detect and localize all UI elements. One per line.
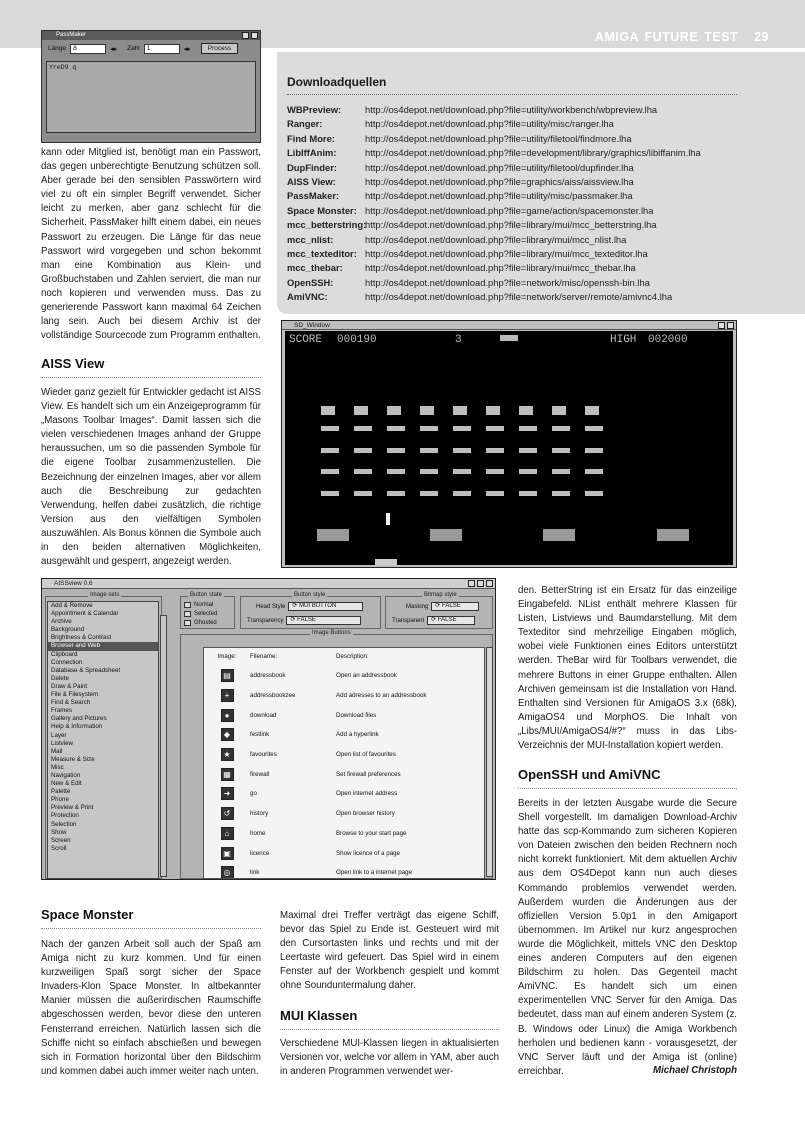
- openssh-heading: OpenSSH und AmiVNC: [518, 767, 737, 789]
- invader-icon: [321, 491, 339, 496]
- image-set-item[interactable]: Browser and Web: [48, 642, 158, 650]
- image-sets-scrollbar[interactable]: [160, 615, 167, 877]
- download-row: [287, 276, 737, 290]
- download-row: [287, 117, 737, 131]
- score-value: 000190: [337, 334, 377, 346]
- download-name: Ranger:: [287, 118, 323, 130]
- invader-icon: [453, 469, 471, 474]
- game-playfield: [285, 331, 733, 565]
- count-label: Zahl: [127, 45, 140, 52]
- invader-icon: [420, 406, 434, 415]
- image-set-item[interactable]: Background: [51, 626, 85, 634]
- invader-icon: [354, 448, 372, 453]
- toolbar-image-icon: +: [221, 689, 234, 702]
- invader-icon: [486, 406, 500, 415]
- toolbar-image-icon: ◆: [221, 728, 234, 741]
- invader-icon: [585, 426, 603, 431]
- image-filename: home: [250, 829, 266, 837]
- space-monster-paragraph: Nach der ganzen Arbeit soll auch der Spaß am Amiga nicht zu kurz kommen. Und für einen kurzweiligen Spaß sorgt sicher der Space Invaders-Klon Space Monster. In altbekannter Manier müssen die außerirdischen Raumschiffe abgeschossen werden, bevor diese den unteren Fensterrand erreichen. Natürlich lassen sich die Schiffe nicht so einfach abschießen und bewegen sich in Formation horizontal über den Bildschirm und kommen dabei auch immer weiter nach unten.: [41, 939, 261, 1077]
- transparency-value: FALSE: [297, 617, 316, 623]
- high-value: 002000: [648, 334, 688, 346]
- image-filename: addressbook: [250, 672, 286, 680]
- aiss-titlebar[interactable]: [42, 579, 495, 589]
- button-state-options: [184, 600, 217, 627]
- bunker-shield: [543, 529, 575, 541]
- image-description: Open an addressbook: [336, 672, 397, 680]
- transparency-label: Transparency: [247, 617, 284, 624]
- transparent-label: Transparent: [392, 617, 425, 624]
- state-checkbox[interactable]: [184, 609, 217, 618]
- invader-icon: [552, 426, 570, 431]
- image-description: Download files: [336, 711, 377, 719]
- download-url[interactable]: http://os4depot.net/download.php?file=library/mui/mcc_nlist.lha: [365, 233, 627, 245]
- image-set-item[interactable]: Palette: [51, 788, 71, 796]
- invader-icon: [552, 491, 570, 496]
- masking-label: Masking: [406, 603, 429, 610]
- invader-icon: [453, 426, 471, 431]
- image-description: Add a hyperlink: [336, 731, 379, 739]
- toolbar-image-icon: ➜: [221, 787, 234, 800]
- masking-value: FALSE: [442, 603, 461, 609]
- image-filename: firewall: [250, 770, 270, 778]
- image-set-item[interactable]: Draw & Paint: [51, 682, 88, 690]
- invader-icon: [486, 469, 504, 474]
- image-set-item[interactable]: Screen: [51, 836, 71, 844]
- download-url[interactable]: http://os4depot.net/download.php?file=utility/misc/passmaker.lha: [365, 190, 633, 202]
- high-label: HIGH: [610, 334, 637, 346]
- image-button-row[interactable]: [204, 843, 484, 863]
- download-name: Find More:: [287, 132, 335, 144]
- invader-icon: [420, 469, 438, 474]
- download-row: [287, 189, 737, 203]
- stepper-arrows-icon[interactable]: ◂▸: [183, 45, 191, 53]
- invader-icon: [486, 448, 504, 453]
- image-description: Show licence of a page: [336, 849, 400, 857]
- invader-icon: [552, 448, 570, 453]
- aiss-heading: AISS View: [41, 356, 261, 378]
- image-set-item[interactable]: Preview & Print: [51, 804, 94, 812]
- download-url[interactable]: http://os4depot.net/download.php?file=network/misc/openssh-bin.lha: [365, 276, 650, 288]
- invader-icon: [354, 491, 372, 496]
- image-sets-label: Image sets: [90, 592, 120, 598]
- bunker-shield: [317, 529, 349, 541]
- image-buttons-scrollbar[interactable]: [486, 647, 493, 877]
- image-set-item[interactable]: Navigation: [51, 771, 81, 779]
- invader-formation: [321, 406, 603, 496]
- download-url[interactable]: http://os4depot.net/download.php?file=development/library/graphics/libiffanim.lha: [365, 147, 701, 159]
- invader-icon: [585, 448, 603, 453]
- checkbox-icon[interactable]: [184, 611, 191, 617]
- iconify-gadget-icon[interactable]: [468, 580, 475, 587]
- mui-paragraph: Verschiedene MUI-Klassen liegen in aktualisierten Versionen vor, welche vor allem in YAM, aber auch in anderen Programmen verwendet wer-: [280, 1038, 499, 1078]
- image-filename: addressbookzee: [250, 692, 296, 700]
- game-window-title: SD_Window: [294, 322, 330, 329]
- space-monster-continued: Maximal drei Treffer verträgt das eigene Schiff, bevor das Spiel zu Ende ist. Gesteuert wird mit den Cursortasten links und rechts und mit der Leertaste wird gefeuert. Das Spiel wird in einem Fenster auf der Workbench gespielt und kommt ohne Sounduntermalung daher.: [280, 910, 499, 992]
- depth-gadget-icon[interactable]: [718, 322, 725, 329]
- button-style-label: Button style: [294, 592, 326, 598]
- download-row: [287, 290, 737, 304]
- image-cell: [204, 787, 250, 800]
- download-row: [287, 146, 737, 160]
- zoom-gadget-icon[interactable]: [727, 322, 734, 329]
- download-row: [287, 218, 737, 232]
- head-style-cycle[interactable]: [288, 602, 363, 611]
- image-set-item[interactable]: Listview: [51, 739, 74, 747]
- invader-icon: [321, 406, 335, 415]
- invader-icon: [486, 491, 504, 496]
- stepper-arrows-icon[interactable]: ◂▸: [110, 45, 118, 53]
- image-set-item[interactable]: Protection: [51, 812, 79, 820]
- image-filename: festlink: [250, 731, 270, 739]
- toolbar-image-icon: ▣: [221, 847, 234, 860]
- image-buttons-header: [204, 648, 484, 666]
- download-name: PassMaker:: [287, 190, 340, 202]
- passmaker-window: [41, 30, 261, 143]
- image-description: Set firewall preferences: [336, 770, 401, 778]
- transparency-cycle[interactable]: [286, 616, 361, 625]
- image-set-item[interactable]: Scroll: [51, 844, 67, 852]
- download-row: [287, 233, 737, 247]
- download-row: [287, 247, 737, 261]
- length-field[interactable]: 8: [70, 44, 106, 54]
- download-row: [287, 261, 737, 275]
- image-set-item[interactable]: Frames: [51, 707, 72, 715]
- image-set-item[interactable]: Appointment & Calendar: [51, 610, 119, 618]
- transparent-cycle[interactable]: [427, 616, 475, 625]
- download-url[interactable]: http://os4depot.net/download.php?file=utility/filetool/findmore.lha: [365, 132, 632, 144]
- invader-icon: [519, 469, 537, 474]
- image-set-item[interactable]: Brightness & Contrast: [51, 634, 112, 642]
- invader-icon: [486, 426, 504, 431]
- page-number: 29: [754, 30, 769, 44]
- checkbox-icon[interactable]: [184, 620, 191, 626]
- invader-icon: [387, 448, 405, 453]
- image-set-item[interactable]: Layer: [51, 731, 67, 739]
- checkbox-icon[interactable]: [184, 602, 191, 608]
- image-description: Open link to a internet page: [336, 869, 413, 877]
- invader-icon: [420, 426, 438, 431]
- openssh-paragraph: Bereits in der letzten Ausgabe wurde die Secure Shell vorgestellt. Im damaligen Download-Archiv hatte das scp-Kommando zum sicheren Kopieren von Dateien zwischen den beiden Rechnern noch nicht korrekt funktioniert. Mit dem aktuellen Archiv aus dem OS4Depot kann nun auch dieses Kommando problemlos verwendet werden. Außerdem wurden die Änderungen aus der offiziellen Version 5.0p1 in den Amigaport übernommen. Im Artikel nur kurz angesprochen wurde die Möglichkeit, mittels VNC den Desktop eines anderen Computers auf den eigenen Bildschirm zu holen. Das Gegenteil macht AmiVNC. Es handelt sich um einen experimentellen VNC Server für den Amiga. Das bedeutet, dass man auf einem anderen System (z. B. Windows oder Linux) die Amiga Workbench herholen und bedienen kann - vorausgesetzt, der VNC Server läuft und der Amiga ist (online) erreichbar.: [518, 798, 737, 1077]
- invader-icon: [420, 491, 438, 496]
- download-url[interactable]: http://os4depot.net/download.php?file=library/mui/mcc_thebar.lha: [365, 262, 636, 274]
- image-button-row[interactable]: [204, 863, 484, 879]
- cycle-icon: ⟳: [290, 617, 298, 623]
- image-set-item[interactable]: Clipboard: [51, 650, 78, 658]
- download-name: AISS View:: [287, 176, 336, 188]
- image-filename: licence: [250, 849, 270, 857]
- invader-icon: [420, 448, 438, 453]
- aiss-window-title: AISSview 0.6: [54, 580, 93, 587]
- invader-icon: [354, 406, 368, 415]
- state-checkbox[interactable]: [184, 618, 217, 627]
- mui-continued-paragraph: den. BetterString ist ein Ersatz für das einzeilige Eingabefeld. NList enthält mehrere Klassen für Listen, Listviews und Baumdarstellung. Mit dem Texteditor sind mehrzeilige Eingaben möglich, wobei viele Funktionen eines Editors unterstützt werden. TheBar wird für Toolbars verwendet, die mehrere Buttons in einer Gruppe enthalten. Allen Archiven gemeinsam ist die Installation von Hand. Enthalten sind Versionen für AmigaOS 3.x (68k), AmigaOS4 und MorphOS. Die Inhalt von „Libs/MUI/AmigaOS4/#?“ muss in das Libs-Verzeichnis der MUI-Installation kopiert werden.: [518, 585, 737, 752]
- player-ship-icon[interactable]: [375, 559, 397, 565]
- toolbar-image-icon: ◎: [221, 866, 234, 879]
- bunkers: [317, 529, 689, 541]
- download-row: [287, 161, 737, 175]
- invader-icon: [387, 406, 401, 415]
- button-state-label: Button state: [190, 592, 223, 598]
- invader-icon: [321, 448, 339, 453]
- download-name: WBPreview:: [287, 104, 342, 115]
- masking-cycle[interactable]: [431, 602, 479, 611]
- invader-icon: [453, 491, 471, 496]
- invader-icon: [387, 426, 405, 431]
- bitmap-style-label: Bitmap style: [424, 592, 457, 598]
- depth-gadget-icon[interactable]: [242, 32, 249, 39]
- download-name: LibIffAnim:: [287, 147, 337, 159]
- image-set-item[interactable]: Connection: [51, 658, 83, 666]
- image-set-item[interactable]: Mail: [51, 747, 63, 755]
- passmaker-paragraph: kann oder Mitglied ist, benötigt man ein Passwort, das gegen unberechtigte Benutzung schützen soll. Aber gerade bei den sensiblen Passwörtern wird viel zu oft ein simpler Begriff verwendet. Sicher leicht zu merken, aber ganz schlecht für die Sicherheit. PassMaker hilft einem dabei, ein neues Passwort zu erzeugen. Die Länge für das neue Passwort wird vorgegeben und schon bekommt man eine Kombination aus Klein- und Großbuchstaben und Zahlen serviert, die man nur noch kopieren und verwenden muss. Das zu generierende Passwort kann maximal 64 Zeichen lang sein. Auch bei diesem Archiv ist der vollständige Sourcecode zum Programm enthalten.: [41, 147, 261, 342]
- col-image: Image:: [217, 653, 237, 660]
- image-cell: [204, 709, 250, 722]
- space-monster-window: [281, 320, 737, 568]
- image-button-row[interactable]: [204, 725, 484, 745]
- download-name: AmiVNC:: [287, 291, 328, 303]
- bunker-shield: [430, 529, 462, 541]
- image-set-item[interactable]: Find & Search: [51, 699, 91, 707]
- invader-icon: [354, 469, 372, 474]
- download-name: mcc_nlist:: [287, 233, 334, 245]
- image-set-item[interactable]: Delete: [51, 674, 69, 682]
- game-screen[interactable]: [285, 331, 733, 565]
- passmaker-titlebar[interactable]: [42, 31, 260, 40]
- toolbar-image-icon: ▦: [221, 768, 234, 781]
- invader-icon: [453, 448, 471, 453]
- download-name: Space Monster:: [287, 204, 357, 216]
- player-shot: [386, 513, 390, 525]
- space-monster-heading: Space Monster: [41, 907, 261, 929]
- image-cell: [204, 807, 250, 820]
- toolbar-image-icon: ↺: [221, 807, 234, 820]
- toolbar-image-icon: ▤: [221, 669, 234, 682]
- invader-icon: [321, 426, 339, 431]
- download-name: mcc_betterstring:: [287, 219, 367, 231]
- mothership-icon: [500, 335, 518, 341]
- author: Michael Christoph: [653, 1065, 737, 1076]
- download-name: DupFinder:: [287, 161, 337, 173]
- bunker-shield: [657, 529, 689, 541]
- state-label: Ghosted: [194, 619, 217, 626]
- image-set-item[interactable]: Archive: [51, 618, 72, 626]
- image-button-row[interactable]: [204, 784, 484, 804]
- invader-icon: [387, 469, 405, 474]
- image-set-item[interactable]: New & Edit: [51, 780, 82, 788]
- head-style-label: Head Style: [256, 603, 286, 610]
- download-row: [287, 132, 737, 146]
- image-button-row[interactable]: [204, 804, 484, 824]
- image-set-item[interactable]: Show: [51, 828, 67, 836]
- download-url[interactable]: http://os4depot.net/download.php?file=library/mui/mcc_texteditor.lha: [365, 248, 648, 260]
- state-checkbox[interactable]: [184, 600, 217, 609]
- download-name: mcc_thebar:: [287, 262, 343, 274]
- invader-icon: [519, 491, 537, 496]
- invader-icon: [585, 469, 603, 474]
- cycle-icon: ⟳: [435, 603, 443, 609]
- image-sets-list[interactable]: [47, 601, 159, 879]
- image-cell: [204, 689, 250, 702]
- image-set-item[interactable]: Help & Information: [51, 723, 103, 731]
- cycle-icon: ⟳: [292, 603, 300, 609]
- length-label: Länge: [48, 45, 67, 52]
- image-set-item[interactable]: Misc: [51, 763, 64, 771]
- section-title: AMIGA FUTURE TEST: [594, 30, 739, 44]
- image-set-item[interactable]: Add & Remove: [51, 602, 93, 609]
- lives-value: 3: [455, 334, 462, 346]
- invader-icon: [552, 406, 566, 415]
- image-description: Open list of favourites: [336, 751, 396, 759]
- cycle-icon: ⟳: [431, 617, 438, 623]
- passmaker-title: PassMaker: [56, 32, 87, 38]
- image-cell: [204, 866, 250, 879]
- image-description: Browse to your start page: [336, 829, 407, 837]
- toolbar-image-icon: ●: [221, 709, 234, 722]
- image-filename: go: [250, 790, 257, 798]
- download-name: mcc_texteditor:: [287, 248, 357, 260]
- download-url[interactable]: http://os4depot.net/download.php?file=network/server/remote/amivnc4.lha: [365, 291, 673, 303]
- state-label: Normal: [194, 601, 214, 608]
- toolbar-image-icon: ★: [221, 748, 234, 761]
- image-button-row[interactable]: [204, 666, 484, 686]
- zoom-gadget-icon[interactable]: [477, 580, 484, 587]
- image-filename: link: [250, 869, 260, 877]
- invader-icon: [519, 448, 537, 453]
- download-url[interactable]: http://os4depot.net/download.php?file=library/mui/mcc_betterstring.lha: [365, 219, 657, 231]
- download-url[interactable]: http://os4depot.net/download.php?file=game/action/spacemonster.lha: [365, 204, 654, 216]
- image-filename: history: [250, 810, 269, 818]
- image-filename: favourites: [250, 751, 277, 759]
- invader-icon: [453, 406, 467, 415]
- download-name: OpenSSH:: [287, 276, 334, 288]
- image-cell: [204, 669, 250, 682]
- depth-gadget-icon[interactable]: [486, 580, 493, 587]
- image-cell: [204, 827, 250, 840]
- image-set-item[interactable]: File & Filesystem: [51, 691, 99, 699]
- state-label: Selected: [194, 610, 218, 617]
- game-titlebar[interactable]: [282, 321, 736, 330]
- image-set-item[interactable]: Measure & Size: [51, 755, 95, 763]
- image-description: Add adresses to an addressbook: [336, 692, 427, 700]
- image-cell: [204, 768, 250, 781]
- image-buttons-panel[interactable]: [203, 647, 485, 879]
- image-button-row[interactable]: [204, 705, 484, 725]
- aiss-view-window: [41, 578, 496, 880]
- invader-icon: [321, 469, 339, 474]
- score-label: SCORE: [289, 334, 323, 346]
- image-button-row[interactable]: [204, 764, 484, 784]
- download-url[interactable]: http://os4depot.net/download.php?file=utility/filetool/dupfinder.lha: [365, 161, 634, 173]
- invader-icon: [585, 406, 599, 415]
- image-button-row[interactable]: [204, 745, 484, 765]
- col-description: Description:: [336, 653, 369, 660]
- invader-icon: [354, 426, 372, 431]
- download-url[interactable]: http://os4depot.net/download.php?file=graphics/aiss/aissview.lha: [365, 176, 634, 188]
- invader-icon: [519, 426, 537, 431]
- mui-heading: MUI Klassen: [280, 1008, 499, 1030]
- image-button-row[interactable]: [204, 686, 484, 706]
- invader-icon: [519, 406, 533, 415]
- image-buttons-label: Image Buttons: [312, 630, 351, 636]
- download-url[interactable]: http://os4depot.net/download.php?file=utility/misc/ranger.lha: [365, 118, 614, 130]
- password-output[interactable]: YreD9 q: [46, 61, 256, 133]
- download-row: [287, 103, 737, 117]
- head-style-value: MUI BUTTON: [299, 603, 337, 609]
- zoom-gadget-icon[interactable]: [251, 32, 258, 39]
- toolbar-image-icon: ⌂: [221, 827, 234, 840]
- aiss-paragraph: Wieder ganz gezielt für Entwickler gedacht ist AISS View. Es handelt sich um ein Anzeigeprogramm für „Masons Toolbar Images“. Damit lassen sich die vielen verschiedenen Images anhand der Gruppe heraussuchen, um so die passenden Symbole für die eigene Toolbar zusammenzustellen. Die Bezeichnung der einzelnen Images, aber vor allem auch die Beschreibung zur gedachten Verwendung, helfen dabei zusätzlich, die richtige Version aus den vielfältigen Symbolen auszuwählen. Als Bonus können die Symbole auch in den beiden alternativen Möglichkeiten, ausgewählt und gesperrt, angezeigt werden.: [41, 387, 261, 568]
- image-set-item[interactable]: Database & Spreadsheet: [51, 666, 121, 674]
- image-set-item[interactable]: Gallery and Pictures: [51, 715, 107, 723]
- downloads-title: Downloadquellen: [287, 75, 737, 95]
- process-button[interactable]: Process: [201, 43, 238, 54]
- download-row: [287, 204, 737, 218]
- download-url[interactable]: http://os4depot.net/download.php?file=utility/workbench/wbpreview.lha: [365, 104, 658, 115]
- invader-icon: [552, 469, 570, 474]
- download-row: [287, 175, 737, 189]
- image-set-item[interactable]: Selection: [51, 820, 77, 828]
- image-filename: download: [250, 711, 277, 719]
- invader-icon: [387, 491, 405, 496]
- col-filename: Filename:: [250, 653, 278, 660]
- transparent-value: FALSE: [437, 617, 457, 623]
- image-cell: [204, 728, 250, 741]
- downloads-list: [287, 103, 737, 305]
- image-set-item[interactable]: Phone: [51, 796, 69, 804]
- invader-icon: [585, 491, 603, 496]
- count-field[interactable]: 1: [144, 44, 180, 54]
- image-cell: [204, 847, 250, 860]
- running-header: [595, 30, 769, 44]
- image-cell: [204, 748, 250, 761]
- image-description: Open internet address: [336, 790, 398, 798]
- image-button-row[interactable]: [204, 824, 484, 844]
- image-description: Open browser history: [336, 810, 395, 818]
